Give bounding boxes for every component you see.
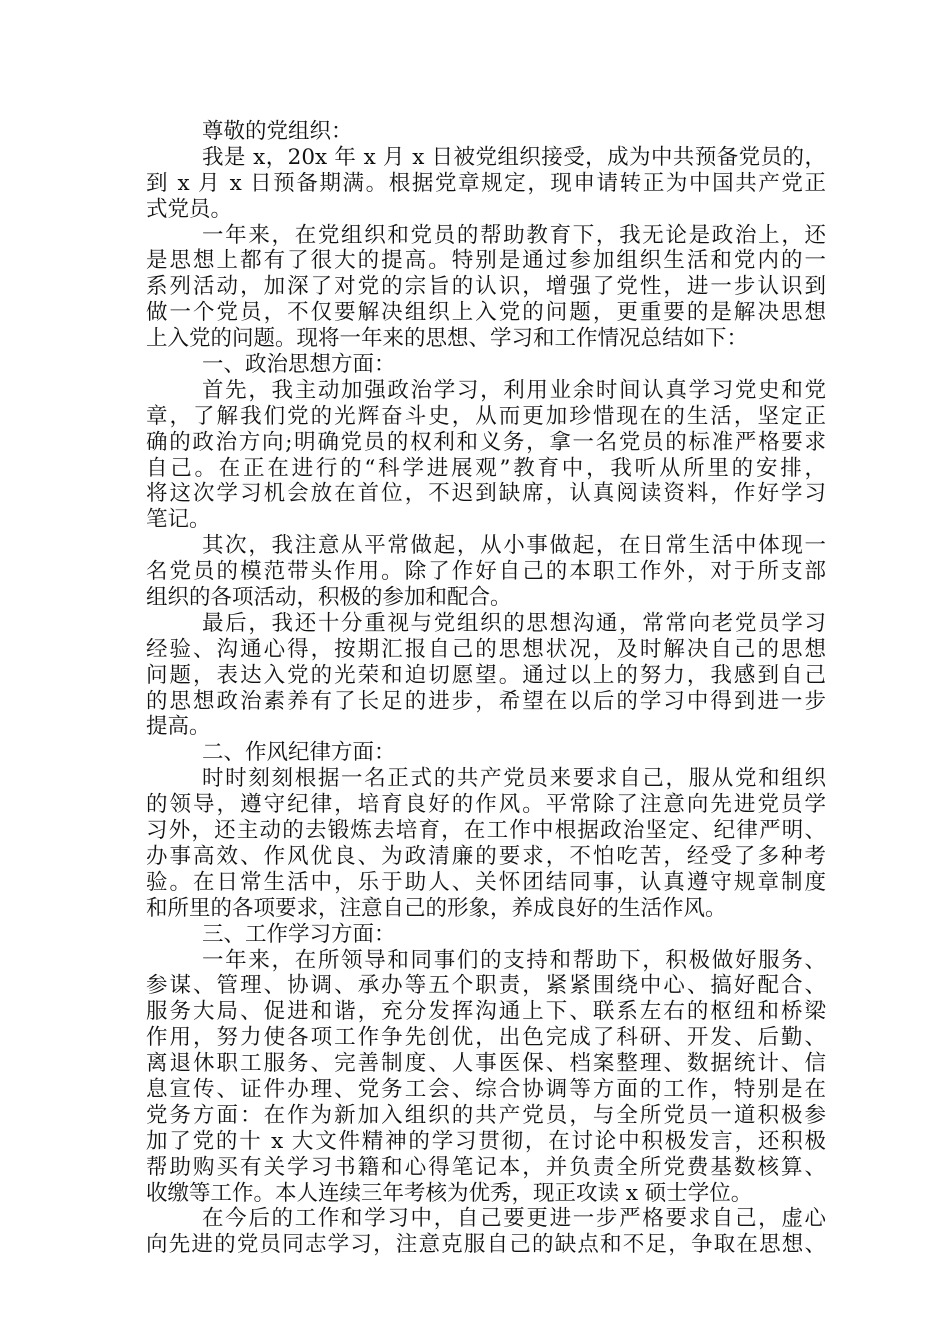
text-line: 我是 x，20x 年 x 月 x 日被党组织接受，成为中共预备党员的，: [202, 144, 826, 170]
text-line: 将这次学习机会放在首位，不迟到缺席，认真阅读资料，作好学习: [146, 481, 826, 507]
text-line: 问题，表达入党的光荣和迫切愿望。通过以上的努力，我感到自己: [146, 662, 826, 688]
text-line: 系列活动，加深了对党的宗旨的认识，增强了党性，进一步认识到: [146, 274, 826, 300]
text-line: 向先进的党员同志学习，注意克服自己的缺点和不足，争取在思想、: [146, 1232, 826, 1258]
text-line: 办事高效、作风优良、为政清廉的要求，不怕吃苦，经受了多种考: [146, 843, 826, 869]
text-line: 到 x 月 x 日预备期满。根据党章规定，现申请转正为中国共产党正: [146, 170, 826, 196]
text-line: 帮助购买有关学习书籍和心得笔记本，并负责全所党费基数核算、: [146, 1154, 826, 1180]
text-line: 离退休职工服务、完善制度、人事医保、档案整理、数据统计、信: [146, 1051, 826, 1077]
text-line: 息宣传、证件办理、党务工会、综合协调等方面的工作，特别是在: [146, 1076, 826, 1102]
text-line: 其次，我注意从平常做起，从小事做起，在日常生活中体现一: [202, 533, 826, 559]
text-line: 验。在日常生活中，乐于助人、关怀团结同事，认真遵守规章制度: [146, 869, 826, 895]
text-line: 确的政治方向;明确党员的权利和义务，拿一名党员的标准严格要求: [146, 429, 826, 455]
text-line: 提高。: [146, 714, 211, 740]
text-line: 服务大局、促进和谐，充分发挥沟通上下、联系左右的枢纽和桥梁: [146, 999, 826, 1025]
text-line: 最后，我还十分重视与党组织的思想沟通，常常向老党员学习: [202, 610, 826, 636]
text-line: 时时刻刻根据一名正式的共产党员来要求自己，服从党和组织: [202, 766, 826, 792]
text-line: 的思想政治素养有了长足的进步，希望在以后的学习中得到进一步: [146, 688, 826, 714]
text-line: 收缴等工作。本人连续三年考核为优秀，现正攻读 x 硕士学位。: [146, 1180, 753, 1206]
text-line: 做一个党员，不仅要解决组织上入党的问题，更重要的是解决思想: [146, 300, 826, 326]
text-line: 上入党的问题。现将一年来的思想、学习和工作情况总结如下：: [146, 326, 749, 352]
document-body: [146, 119, 826, 1258]
text-line: 党务方面：在作为新加入组织的共产党员，与全所党员一道积极参: [146, 1102, 826, 1128]
text-line: 加了党的十 x 大文件精神的学习贯彻，在讨论中积极发言，还积极: [146, 1128, 826, 1154]
text-line: 名党员的模范带头作用。除了作好自己的本职工作外，对于所支部: [146, 559, 826, 585]
text-line: 首先，我主动加强政治学习，利用业余时间认真学习党史和党: [202, 377, 826, 403]
text-line: 二、作风纪律方面：: [202, 740, 396, 766]
text-line: 一、政治思想方面：: [202, 352, 396, 378]
text-line: 的领导，遵守纪律，培育良好的作风。平常除了注意向先进党员学: [146, 792, 826, 818]
text-line: 式党员。: [146, 196, 233, 222]
text-line: 三、工作学习方面：: [202, 921, 396, 947]
text-line: 笔记。: [146, 507, 211, 533]
text-line: 参谋、管理、协调、承办等五个职责，紧紧围绕中心、搞好配合、: [146, 973, 826, 999]
text-line: 习外，还主动的去锻炼去培育，在工作中根据政治坚定、纪律严明、: [146, 818, 826, 844]
text-line: 在今后的工作和学习中，自己要更进一步严格要求自己，虚心: [202, 1206, 826, 1232]
text-line: 作用，努力使各项工作争先创优，出色完成了科研、开发、后勤、: [146, 1025, 826, 1051]
text-line: 经验、沟通心得，按期汇报自己的思想状况，及时解决自己的思想: [146, 636, 826, 662]
text-line: 章，了解我们党的光辉奋斗史，从而更加珍惜现在的生活，坚定正: [146, 403, 826, 429]
text-line: 一年来，在所领导和同事们的支持和帮助下，积极做好服务、: [202, 947, 826, 973]
text-line: 和所里的各项要求，注意自己的形象，养成良好的生活作风。: [146, 895, 727, 921]
text-line: 组织的各项活动，积极的参加和配合。: [146, 585, 512, 611]
text-line: 自己。在正在进行的“科学进展观”教育中，我听从所里的安排，: [146, 455, 826, 481]
text-line: 一年来，在党组织和党员的帮助教育下，我无论是政治上，还: [202, 222, 826, 248]
text-line: 是思想上都有了很大的提高。特别是通过参加组织生活和党内的一: [146, 248, 826, 274]
text-line: 尊敬的党组织：: [202, 119, 353, 144]
